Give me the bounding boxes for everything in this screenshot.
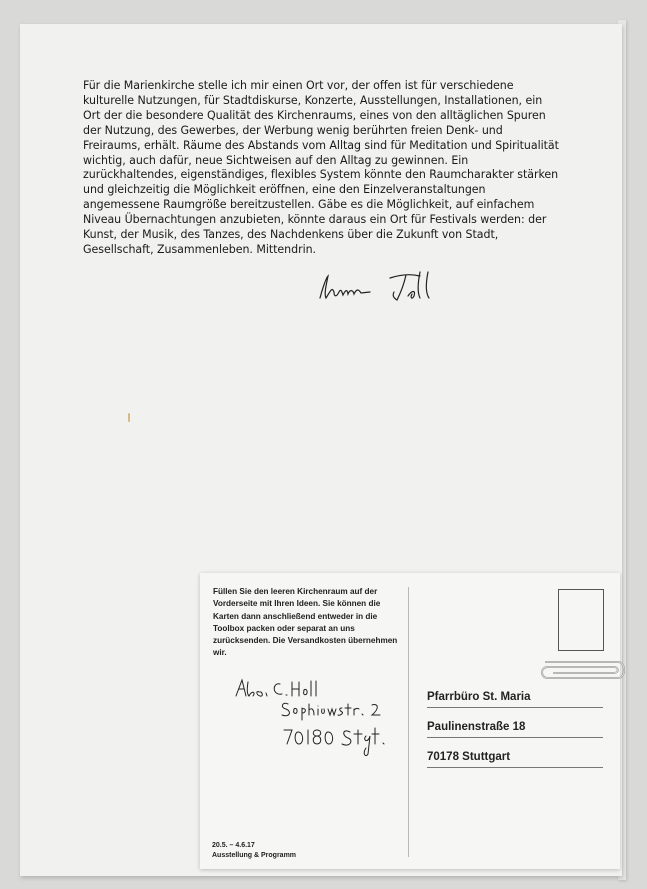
stamp-box [558, 589, 604, 651]
letter-paragraph: Für die Marienkirche stelle ich mir einen Ort vor, der offen ist für verschiedene kulturelle Nutzungen, für Stadtdiskurse, Konzerte, Ausstellungen, Installationen, ein Ort der die besondere Qualität des Kirchenraums, eines von den alltäglichen Spuren der Nutzung, des Gewerbes, der Werbung wenig berührten freien Denk- und Freiraums, erhält. Räume des Abstands vom Alltag sind für Meditation und Spiritualität wichtig, auch dafür, neue Sichtweisen auf den Alltag zu gewinnen. Ein zurückhaltendes, eigenständiges, flexibles System könnte den Raumcharakter stärken und gleichzeitig die Möglichkeit eröffnen, eine den Einzelveranstaltungen angemessene Raumgröße bereitzustellen. Gäbe es die Möglichkeit, auf einfachem Niveau Übernachtungen anzubieten, könnte daraus ein Ort für Festivals werden: der Kunst, der Musik, des Tanzes, des Nachdenkens über die Zukunft von Stadt, Gesellschaft, Zusammenleben. Mittendrin. [83, 79, 559, 256]
paperclip-icon [534, 658, 629, 684]
signature [312, 268, 442, 308]
postcard-divider [408, 587, 409, 857]
postcard [200, 573, 620, 869]
postcard-footer [212, 841, 296, 860]
footer-program: Ausstellung & Programm [212, 851, 297, 859]
postcard-instructions: Füllen Sie den leeren Kirchenraum auf der Vorderseite mit Ihren Ideen. Sie können die Karten dann anschließend entweder in die Toolbox packen oder separat an uns zurücksenden. Die Versandkosten übernehmen wir. [213, 587, 398, 658]
recipient-city: 70178 Stuttgart [427, 751, 603, 768]
recipient-name: Pfarrbüro St. Maria [427, 691, 603, 708]
recipient-street: Paulinenstraße 18 [427, 721, 603, 738]
handwritten-sender-address [232, 678, 392, 758]
footer-dates: 20.5. – 4.6.17 [212, 842, 255, 849]
paper-mark [128, 413, 130, 422]
